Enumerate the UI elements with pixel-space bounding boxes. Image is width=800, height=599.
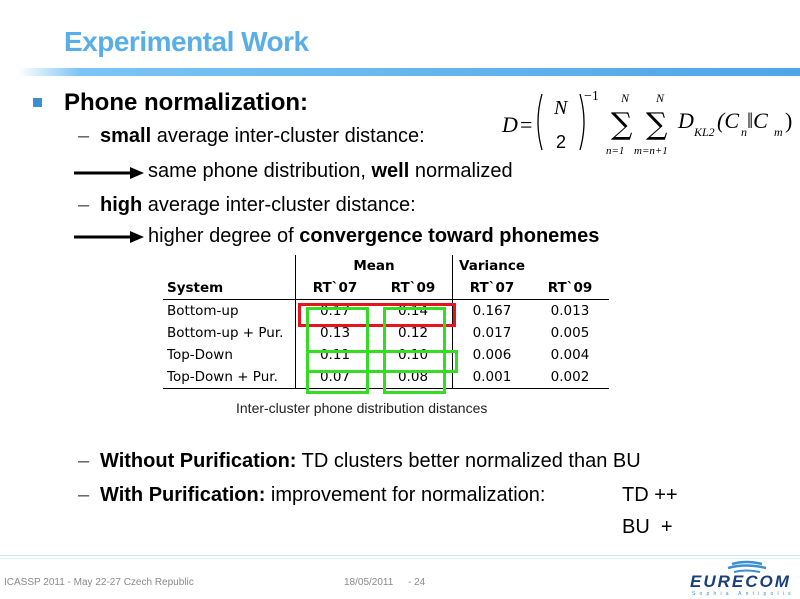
sum2-top: N — [656, 91, 665, 105]
footer-conference: ICASSP 2011 - May 22-27 Czech Republic — [4, 577, 194, 588]
line-same-distribution: same phone distribution, well normalized — [148, 160, 513, 182]
line-without-purification: Without Purification: TD clusters better normalized than BU — [100, 450, 641, 472]
header-var-rt09: RT`09 — [547, 280, 593, 296]
sum2-sigma-icon: ∑ — [646, 107, 668, 142]
cell-mean-rt09: 0.08 — [397, 369, 429, 385]
group-header-mean: Mean — [296, 255, 453, 277]
header-system: System — [167, 280, 224, 296]
arg1-sub: n — [741, 125, 747, 139]
cell-mean-rt09: 0.12 — [397, 325, 429, 341]
formula-lhs: D — [502, 112, 518, 137]
sum1-top: N — [621, 91, 630, 105]
slide-title: Experimental Work — [64, 26, 309, 57]
header-mean-rt07: RT`07 — [296, 277, 375, 300]
formula-equals: = — [520, 112, 533, 137]
eurecom-logo — [688, 560, 796, 596]
dash-bullet: – — [78, 484, 90, 506]
sum1-bottom: n=1 — [606, 145, 625, 157]
table-header-row — [163, 277, 609, 300]
group-header-variance: Variance — [453, 255, 610, 277]
title-underline-bar — [18, 68, 800, 76]
cell-var-rt09: 0.013 — [550, 303, 590, 319]
header-mean-rt09: RT`09 — [390, 280, 436, 296]
cell-system: Bottom-up — [167, 303, 239, 319]
bullet-square-icon — [33, 98, 42, 107]
table-group-header-row — [163, 255, 609, 277]
cell-system: Top-Down + Pur. — [167, 369, 278, 385]
bu-score: BU + — [622, 516, 673, 538]
cell-mean-rt07: 0.17 — [296, 300, 375, 323]
dash-bullet: – — [78, 125, 90, 147]
distance-formula — [498, 86, 796, 158]
term-sub: KL2 — [694, 125, 715, 139]
td-score: TD ++ — [622, 484, 678, 506]
heading-phone-normalization: Phone normalization: — [64, 89, 309, 116]
cell-var-rt07: 0.167 — [453, 300, 532, 323]
footer-page-number: - 24 — [408, 577, 426, 588]
dash-bullet: – — [78, 194, 90, 216]
cell-var-rt07: 0.001 — [453, 366, 532, 389]
binom-top: N — [554, 97, 568, 119]
cell-mean-rt07: 0.11 — [296, 344, 375, 366]
right-arrow-icon — [74, 229, 144, 245]
cell-system: Bottom-up + Pur. — [167, 325, 284, 341]
exponent: −1 — [584, 89, 599, 104]
line-small-distance: small average inter-cluster distance: — [100, 125, 425, 147]
cell-var-rt09: 0.004 — [550, 347, 590, 363]
arg-close: ) — [785, 108, 793, 133]
line-with-purification: With Purification: improvement for normalization: — [100, 484, 546, 506]
footer-date: 18/05/2011 — [344, 577, 394, 588]
highlight-green-box-topdown — [306, 350, 458, 373]
binom-bottom: 2 — [556, 132, 567, 152]
cell-mean-rt07: 0.13 — [296, 322, 375, 344]
table-caption: Inter-cluster phone distribution distances — [236, 400, 488, 416]
footer-divider — [0, 555, 800, 556]
header-var-rt07: RT`07 — [453, 277, 532, 300]
line-convergence: higher degree of convergence toward phonemes — [148, 225, 600, 247]
sum2-bottom: m=n+1 — [634, 145, 668, 157]
cell-var-rt09: 0.005 — [550, 325, 590, 341]
cell-mean-rt07: 0.07 — [296, 366, 375, 389]
cell-mean-rt09: 0.14 — [397, 303, 429, 319]
cell-var-rt07: 0.017 — [453, 322, 532, 344]
binom-left-paren — [538, 94, 542, 150]
arg2-sub: m — [774, 125, 783, 139]
footer-divider-secondary — [0, 558, 800, 559]
dash-bullet: – — [78, 450, 90, 472]
cell-var-rt07: 0.006 — [453, 344, 532, 366]
arg-open: (C — [717, 108, 739, 133]
cell-mean-rt09: 0.10 — [397, 347, 429, 363]
cell-system: Top-Down — [167, 347, 233, 363]
cell-var-rt09: 0.002 — [550, 369, 590, 385]
arg-sep: ‖C — [747, 108, 768, 133]
logo-wordmark: EURECOM — [690, 572, 791, 591]
term: D — [678, 108, 694, 133]
sum1-sigma-icon: ∑ — [611, 107, 633, 142]
line-high-distance: high average inter-cluster distance: — [100, 194, 416, 216]
right-arrow-icon — [74, 165, 144, 181]
logo-tagline: Sophia Antipolis — [692, 591, 795, 596]
